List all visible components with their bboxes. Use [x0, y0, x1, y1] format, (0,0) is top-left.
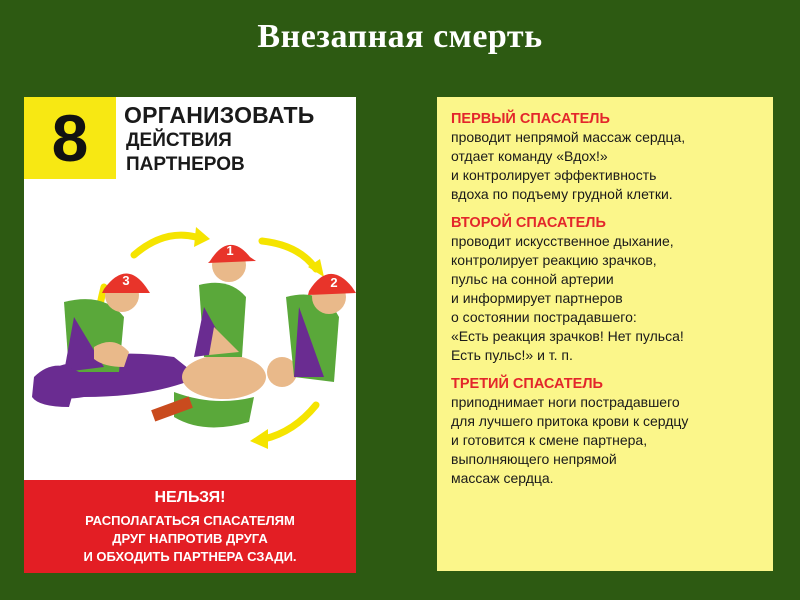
arrow-icon	[134, 235, 196, 255]
section-line: проводит непрямой массаж сердца,	[451, 129, 686, 145]
second-rescuer-section	[451, 214, 763, 365]
section-line: и информирует партнеров	[451, 290, 623, 306]
rescuers-illustration	[24, 207, 356, 482]
warning-title: НЕЛЬЗЯ!	[154, 489, 226, 506]
section-line: вдоха по подъему грудной клетки.	[451, 186, 673, 202]
warning-line: ДРУГ НАПРОТИВ ДРУГА	[112, 531, 268, 546]
section-line: отдает команду «Вдох!»	[451, 148, 608, 164]
helmet-number: 1	[226, 243, 234, 258]
section-line: и контролирует эффективность	[451, 167, 657, 183]
warning-text	[24, 512, 356, 566]
section-heading: ВТОРОЙ СПАСАТЕЛЬ	[451, 215, 606, 231]
slide-title: Внезапная смерть	[257, 18, 543, 55]
arrowhead-icon	[250, 429, 268, 449]
helmet-number: 2	[330, 275, 338, 290]
poster-heading-line: ПАРТНЕРОВ	[126, 154, 245, 175]
section-line: и готовится к смене партнера,	[451, 432, 648, 448]
section-heading: ТРЕТИЙ СПАСАТЕЛЬ	[451, 376, 603, 392]
poster-heading	[124, 101, 352, 177]
section-line: контролирует реакцию зрачков,	[451, 252, 657, 268]
poster-heading-line: ОРГАНИЗОВАТЬ	[124, 102, 315, 128]
section-line: о состоянии пострадавшего:	[451, 309, 637, 325]
arrowhead-icon	[194, 227, 210, 247]
third-rescuer-section	[451, 375, 763, 488]
step-number: 8	[51, 101, 89, 175]
rescuer-2-figure	[286, 274, 356, 382]
section-line: пульс на сонной артерии	[451, 271, 614, 287]
arrow-icon	[264, 405, 316, 439]
section-line: приподнимает ноги пострадавшего	[451, 394, 680, 410]
roles-panel	[437, 97, 773, 571]
section-line: Есть пульс!» и т. п.	[451, 347, 573, 363]
poster	[24, 97, 356, 573]
section-text	[451, 393, 763, 488]
section-line: выполняющего непрямой	[451, 451, 617, 467]
first-rescuer-section	[451, 110, 763, 204]
warning-line: И ОБХОДИТЬ ПАРТНЕРА СЗАДИ.	[83, 549, 297, 564]
section-text	[451, 128, 763, 204]
section-line: для лучшего притока крови к сердцу	[451, 413, 689, 429]
section-text	[451, 232, 763, 365]
poster-heading-line: ДЕЙСТВИЯ	[126, 130, 232, 151]
warning-line: РАСПОЛАГАТЬСЯ СПАСАТЕЛЯМ	[85, 513, 295, 528]
section-line: массаж сердца.	[451, 470, 554, 486]
section-line: проводит искусственное дыхание,	[451, 233, 674, 249]
arrow-icon	[262, 241, 316, 269]
section-line: «Есть реакция зрачков! Нет пульса!	[451, 328, 684, 344]
section-heading: ПЕРВЫЙ СПАСАТЕЛЬ	[451, 111, 610, 127]
warning-box	[24, 480, 356, 573]
rescuer-1-figure	[194, 243, 256, 357]
helmet-number: 3	[122, 273, 130, 288]
step-number-box	[24, 97, 116, 179]
